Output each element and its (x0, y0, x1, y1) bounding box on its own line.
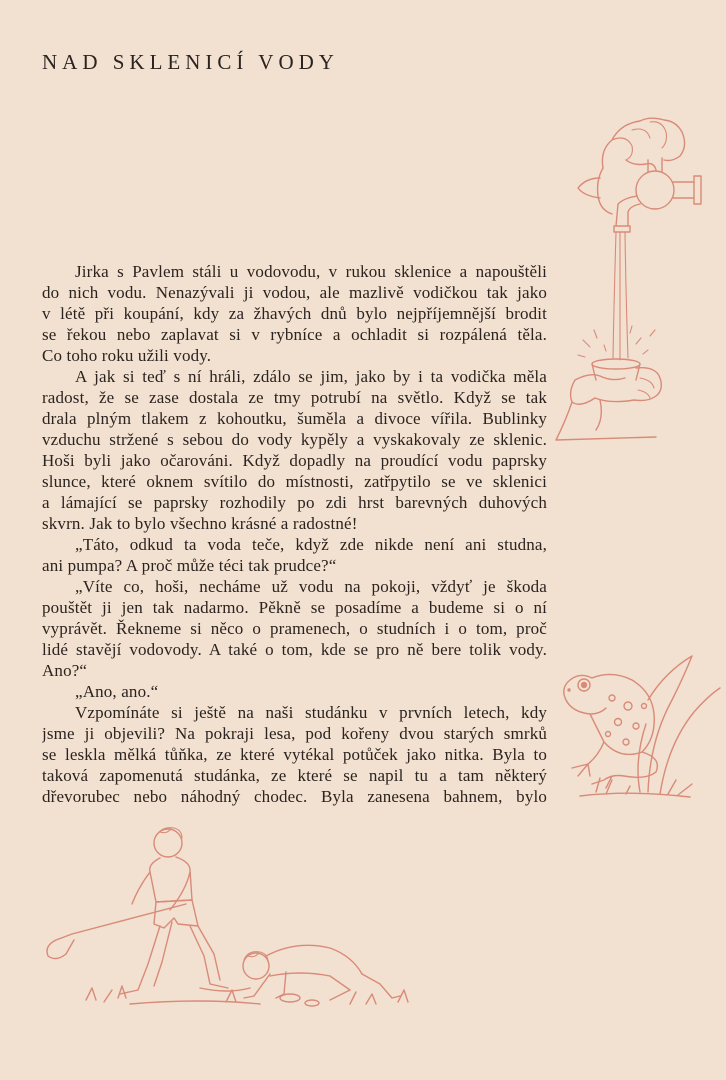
frog-nostril (568, 689, 570, 691)
tap-body (636, 171, 674, 209)
hand-outline (602, 118, 684, 168)
paragraph (42, 702, 547, 807)
tap-nut (694, 176, 701, 204)
frog-hind-leg (592, 752, 657, 788)
hand-thumb (626, 160, 656, 170)
boy-shirt (150, 857, 192, 902)
glass-hand (571, 368, 662, 405)
paragraph (42, 681, 547, 702)
grass (580, 778, 692, 797)
boy-legs (120, 922, 228, 994)
text-line: Ano?“ (42, 661, 88, 680)
text-line: se řekou nebo zaplavat si v rybníce a ochladit si rozpálená těla. (42, 325, 547, 344)
boy-shorts (154, 900, 198, 928)
boy-head (154, 829, 182, 857)
text-line: jsme ji objevili? Na pokraji lesa, pod kořeny dvou starých smrků (42, 724, 547, 743)
frog-front-leg (572, 742, 604, 776)
frog-pupil (582, 683, 587, 688)
kneeling-boy-legs (330, 974, 400, 1000)
frog-eye (578, 679, 590, 691)
wrist-cuff (578, 168, 612, 214)
hand-turning-tap-icon (578, 118, 701, 232)
hand-holding-glass-icon (556, 359, 661, 440)
text-line: „Táto, odkud ta voda teče, když zde nikde není ani studna, (75, 535, 547, 554)
text-line: do nich vodu. Nenazývali ji vodou, ale mazlivě vodičkou tak jako (42, 283, 547, 302)
frog-spots (606, 695, 647, 745)
shovel (47, 904, 186, 959)
reeds (638, 656, 720, 794)
text-line: dřevorubec nebo náhodný chodec. Byla zanesena bahnem, bylo (42, 787, 547, 806)
text-line: skvrn. Jak to bylo všechno krásné a radostné! (42, 514, 358, 533)
stone (280, 994, 300, 1002)
chapter-title: NAD SKLENICÍ VODY (42, 50, 339, 74)
frog-in-reeds-icon (564, 656, 720, 797)
paragraph (42, 534, 547, 576)
text-line: Hoši byli jako očarováni. Když dopadly na proudící vodu paprsky (42, 451, 547, 470)
ground-grass (86, 986, 408, 1004)
tap-spout (614, 196, 640, 232)
text-line: vyprávět. Řekneme si něco o pramenech, o studních i o tom, proč (42, 619, 547, 638)
boy-hair (156, 828, 182, 838)
text-line: Co toho roku užili vody. (42, 346, 212, 365)
text-line: Vzpomínáte si ještě na naši studánku v prvních letech, kdy (75, 703, 547, 722)
glass-hand-fingers (638, 378, 654, 398)
text-line: se leskla mělká tůňka, ze které vytékal potůček jako nitka. Byla to (42, 745, 547, 764)
text-line: drala plným tlakem z kohoutku, šuměla a divoce vířila. Bublinky (42, 409, 547, 428)
tap-stem (648, 158, 662, 172)
tap-pipe (673, 182, 694, 198)
text-line: vzduchu stržené s sebou do vody kypěly a vyskakovaly ze sklenic. (42, 430, 547, 449)
kneeling-boy-arms (244, 972, 286, 998)
text-line: Jirka s Pavlem stáli u vodovodu, v rukou sklenice a napouštěli (75, 262, 547, 281)
text-line: taková zapomenutá studánka, ze které se napil tu a tam některý (42, 766, 547, 785)
text-line: pouštět ji jen tak nadarmo. Pěkně se posadíme a budeme si o ní (42, 598, 547, 617)
water-stream (578, 232, 655, 360)
text-line: „Ano, ano.“ (75, 682, 159, 701)
text-line: v létě při koupání, kdy za žhavých dnů bylo nejpříjemnější brodit (42, 304, 547, 323)
kneeling-boy-back (266, 945, 362, 976)
text-line: „Víte co, hoši, necháme už vodu na pokoji, vždyť je škoda (75, 577, 547, 596)
kneeling-boy-head (243, 953, 269, 979)
kneeling-boy-hair (244, 952, 268, 962)
body-text (42, 261, 547, 807)
text-line: ani pumpa? A proč může téci tak prudce?“ (42, 556, 337, 575)
text-line: lidé stavějí vodovody. A také o tom, kde se pro ně bere tolik vody. (42, 640, 547, 659)
boy-arms (132, 872, 190, 910)
text-line: A jak si teď s ní hráli, zdálo se jim, jako by i ta vodička měla (75, 367, 547, 386)
text-line: slunce, které oknem svítilo do místnosti, zatřpytilo se ve sklenici (42, 472, 547, 491)
stone (305, 1000, 319, 1006)
glass-rim (592, 359, 640, 369)
paragraph (42, 261, 547, 366)
arm (556, 400, 656, 440)
hand-fingers (612, 122, 667, 160)
glass-sides (592, 364, 640, 380)
text-line: radost, že se zase dostala ze tmy potrubí na světlo. Když se tak (42, 388, 547, 407)
boys-digging-icon (47, 828, 408, 1006)
text-line: a lámající se paprsky rozhodily po zdi hrst barevných duhových (42, 493, 547, 512)
paragraph (42, 366, 547, 534)
frog-body (564, 674, 655, 754)
paragraph (42, 576, 547, 681)
